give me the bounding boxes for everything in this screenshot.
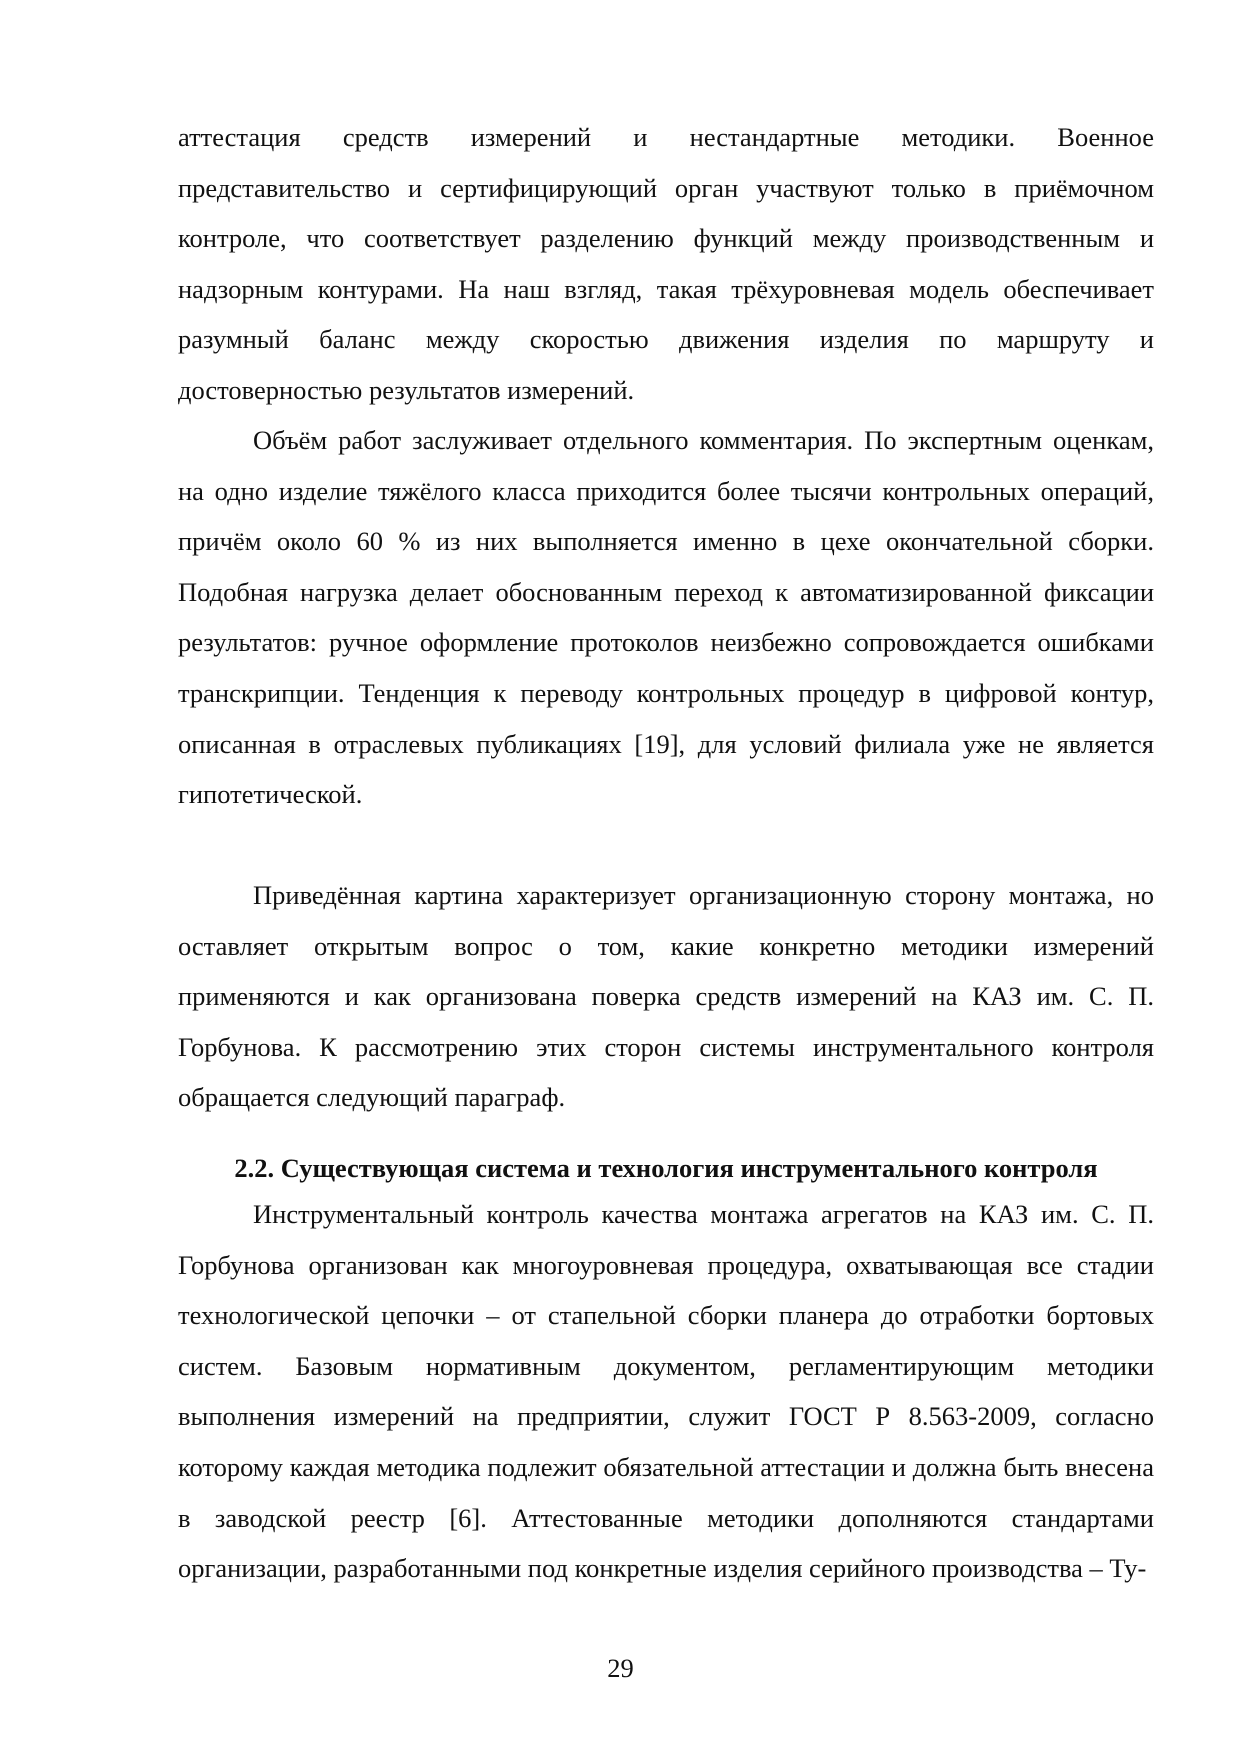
paragraph-summary: Приведённая картина характеризует организационную сторону монтажа, но оставляет открытым вопрос о том, какие конкретно методики измерений применяются и как организована поверка средств измерений на КАЗ им. С. П. Горбунова. К рассмотрению этих сторон системы инструментального контроля обращается следующий параграф. xyxy=(178,880,1154,1113)
paragraph-workload: Объём работ заслуживает отдельного комментария. По экспертным оценкам, на одно изделие тяжёлого класса приходится более тысячи контрольных операций, причём около 60 % из них выполняется именно в цехе окончательной сборки. Подобная нагрузка делает обоснованным переход к автоматизированной фиксации результатов: ручное оформление протоколов неизбежно сопровождается ошибками транскрипции. Тенденция к переводу контрольных процедур в цифровой контур, описанная в отраслевых публикациях [19], для условий филиала уже не является гипотетической. xyxy=(178,425,1154,810)
page-number: 29 xyxy=(607,1653,634,1683)
paragraph-continuation: аттестация средств измерений и нестандартные методики. Военное представительство и сертифицирующий орган участвуют только в приёмочном контроле, что соответствует разделению функций между производственным и надзорным контурами. На наш взгляд, такая трёхуровневая модель обеспечивает разумный баланс между скоростью движения изделия по маршруту и достоверностью результатов измерений. xyxy=(178,122,1154,405)
paragraph-section-intro: Инструментальный контроль качества монтажа агрегатов на КАЗ им. С. П. Горбунова организован как многоуровневая процедура, охватывающая все стадии технологической цепочки – от стапельной сборки планера до отработки бортовых систем. Базовым нормативным документом, регламентирующим методики выполнения измерений на предприятии, служит ГОСТ Р 8.563-2009, согласно которому каждая методика подлежит обязательной аттестации и должна быть внесена в заводской реестр [6]. Аттестованные методики дополняются стандартами организации, разработанными под конкретные изделия серийного производства – Ту- xyxy=(178,1199,1154,1584)
section-heading: 2.2. Существующая система и технология инструментального контроля xyxy=(234,1153,1098,1183)
